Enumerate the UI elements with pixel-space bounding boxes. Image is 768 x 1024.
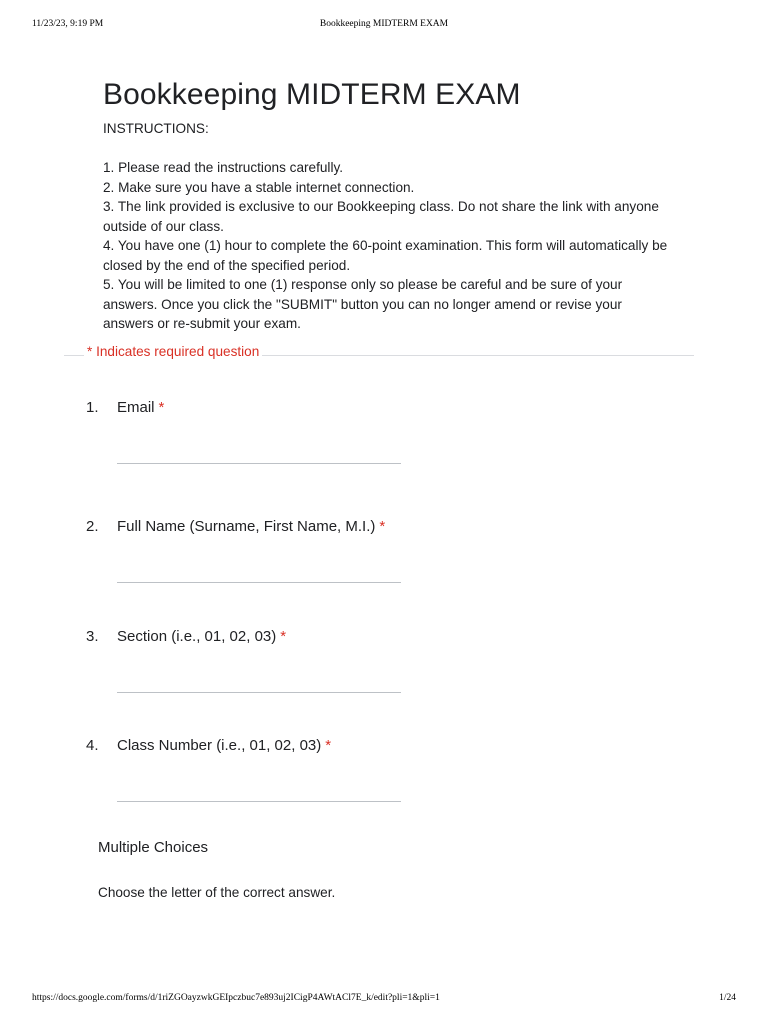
instruction-item: 3. The link provided is exclusive to our Bookkeeping class. Do not share the link with anyone outside of our class. [103, 199, 659, 234]
question-text: Email [117, 399, 155, 416]
required-asterisk: * [379, 518, 386, 535]
required-question-note: * Indicates required question [84, 344, 262, 359]
print-datetime: 11/23/23, 9:19 PM [32, 19, 104, 29]
email-input[interactable] [117, 463, 401, 464]
required-asterisk: * [280, 628, 287, 645]
form-description [103, 119, 673, 334]
section-input[interactable] [117, 692, 401, 693]
print-url: https://docs.google.com/forms/d/1riZGOayzwkGEIpczbuc7e893uj2ICigP4AWtACl7E_k/edit?pli=1&pli=1 [32, 993, 440, 1003]
form-title: Bookkeeping MIDTERM EXAM [103, 78, 521, 111]
question-full-name [86, 518, 686, 598]
class-number-input[interactable] [117, 801, 401, 802]
full-name-input[interactable] [117, 582, 401, 583]
question-label [117, 628, 286, 645]
required-asterisk: * [158, 399, 165, 416]
section-title: Multiple Choices [98, 839, 209, 856]
question-label [117, 399, 164, 416]
print-header [0, 19, 768, 31]
print-page-indicator: 1/24 [719, 993, 736, 1003]
question-text: Section (i.e., 01, 02, 03) [117, 628, 277, 645]
question-email [86, 399, 686, 479]
question-number: 2. [86, 518, 99, 535]
question-number: 4. [86, 737, 99, 754]
print-page-title: Bookkeeping MIDTERM EXAM [319, 19, 449, 29]
question-label [117, 737, 331, 754]
question-class-number [86, 737, 686, 817]
print-footer [0, 993, 768, 1005]
instruction-item: 2. Make sure you have a stable internet connection. [103, 179, 415, 195]
instructions-heading: INSTRUCTIONS: [103, 121, 209, 136]
instruction-item: 5. You will be limited to one (1) response only so please be careful and be sure of your answers. Once you click the "SUBMIT" button you can no longer amend or revise your answers or re-submit your exam. [103, 277, 623, 331]
instructions-spacer [103, 139, 673, 159]
question-text: Full Name (Surname, First Name, M.I.) [117, 518, 376, 535]
instruction-item: 1. Please read the instructions carefully. [103, 160, 344, 175]
required-asterisk: * [325, 737, 332, 754]
question-section [86, 628, 686, 708]
question-label [117, 518, 385, 535]
question-number: 1. [86, 399, 99, 416]
question-number: 3. [86, 628, 99, 645]
instruction-item: 4. You have one (1) hour to complete the 60-point examination. This form will automatically be closed by the end of the specified period. [103, 238, 668, 273]
section-description: Choose the letter of the correct answer. [98, 885, 336, 900]
question-text: Class Number (i.e., 01, 02, 03) [117, 737, 322, 754]
